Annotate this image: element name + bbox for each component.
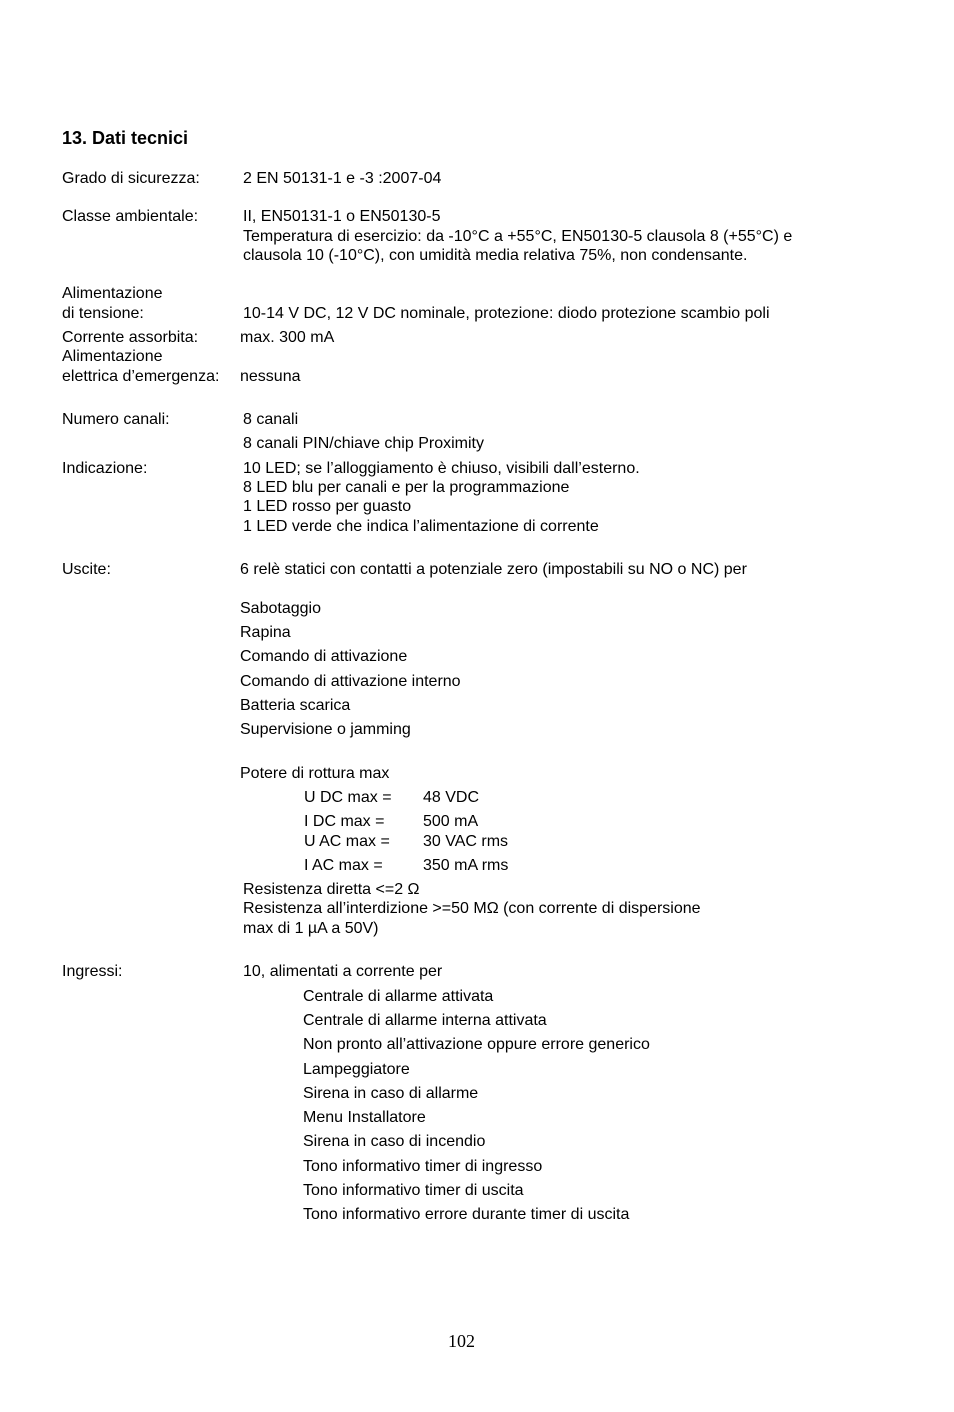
grado-label: Grado di sicurezza: xyxy=(62,170,200,187)
corrente-value: max. 300 mA xyxy=(240,329,335,346)
potere-name: I AC max = xyxy=(304,857,383,874)
uscite-item: Supervisione o jamming xyxy=(240,721,411,738)
classe-line: clausola 10 (-10°C), con umidità media relativa 75%, non condensante. xyxy=(243,247,748,264)
potere-value: 30 VAC rms xyxy=(423,833,509,850)
emergenza-label: elettrica d’emergenza: xyxy=(62,368,220,385)
uscite-item: Comando di attivazione xyxy=(240,648,408,665)
potere-value: 48 VDC xyxy=(423,789,480,806)
uscite-intro: 6 relè statici con contatti a potenziale zero (impostabili su NO o NC) per xyxy=(240,561,747,578)
potere-name: U DC max = xyxy=(304,789,392,806)
ingressi-item: Centrale di allarme interna attivata xyxy=(303,1012,547,1029)
resistenza-line: Resistenza diretta <=2 Ω xyxy=(243,881,420,898)
ingressi-item: Menu Installatore xyxy=(303,1109,426,1126)
indicazione-line: 1 LED rosso per guasto xyxy=(243,498,412,515)
ingressi-label: Ingressi: xyxy=(62,963,123,980)
resistenza-line: max di 1 µA a 50V) xyxy=(243,920,379,937)
uscite-item: Batteria scarica xyxy=(240,697,351,714)
ingressi-item: Tono informativo timer di uscita xyxy=(303,1182,524,1199)
section-title: 13. Dati tecnici xyxy=(62,128,189,148)
potere-value: 350 mA rms xyxy=(423,857,509,874)
ingressi-item: Tono informativo errore durante timer di uscita xyxy=(303,1206,630,1223)
ingressi-item: Sirena in caso di allarme xyxy=(303,1085,479,1102)
ingressi-item: Centrale di allarme attivata xyxy=(303,988,494,1005)
potere-name: U AC max = xyxy=(304,833,390,850)
uscite-item: Rapina xyxy=(240,624,291,641)
classe-line: Temperatura di esercizio: da -10°C a +55°C, EN50130-5 clausola 8 (+55°C) e xyxy=(243,228,793,245)
indicazione-line: 8 LED blu per canali e per la programmazione xyxy=(243,479,570,496)
indicazione-line: 10 LED; se l’alloggiamento è chiuso, visibili dall’esterno. xyxy=(243,460,640,477)
indicazione-label: Indicazione: xyxy=(62,460,148,477)
classe-line: II, EN50131-1 o EN50130-5 xyxy=(243,208,441,225)
potere-value: 500 mA xyxy=(423,813,479,830)
potere-name: I DC max = xyxy=(304,813,385,830)
resistenza-line: Resistenza all’interdizione >=50 MΩ (con corrente di dispersione xyxy=(243,900,701,917)
potere-title: Potere di rottura max xyxy=(240,765,390,782)
alimentazione-label: di tensione: xyxy=(62,305,144,322)
classe-label: Classe ambientale: xyxy=(62,208,199,225)
canali-label: Numero canali: xyxy=(62,411,170,428)
alimentazione-label: Alimentazione xyxy=(62,285,163,302)
ingressi-item: Sirena in caso di incendio xyxy=(303,1133,486,1150)
ingressi-intro: 10, alimentati a corrente per xyxy=(243,963,443,980)
page-number: 102 xyxy=(448,1331,475,1351)
ingressi-item: Non pronto all’attivazione oppure errore generico xyxy=(303,1036,650,1053)
uscite-item: Comando di attivazione interno xyxy=(240,673,461,690)
emergenza-value: nessuna xyxy=(240,368,301,385)
ingressi-item: Tono informativo timer di ingresso xyxy=(303,1158,543,1175)
alimentazione-value: 10-14 V DC, 12 V DC nominale, protezione: diodo protezione scambio poli xyxy=(243,305,770,322)
uscite-item: Sabotaggio xyxy=(240,600,321,617)
canali-line: 8 canali xyxy=(243,411,299,428)
emergenza-label: Alimentazione xyxy=(62,348,163,365)
uscite-label: Uscite: xyxy=(62,561,111,578)
grado-value: 2 EN 50131-1 e -3 :2007-04 xyxy=(243,170,442,187)
corrente-label: Corrente assorbita: xyxy=(62,329,199,346)
indicazione-line: 1 LED verde che indica l’alimentazione di corrente xyxy=(243,518,599,535)
canali-line: 8 canali PIN/chiave chip Proximity xyxy=(243,435,484,452)
ingressi-item: Lampeggiatore xyxy=(303,1061,410,1078)
